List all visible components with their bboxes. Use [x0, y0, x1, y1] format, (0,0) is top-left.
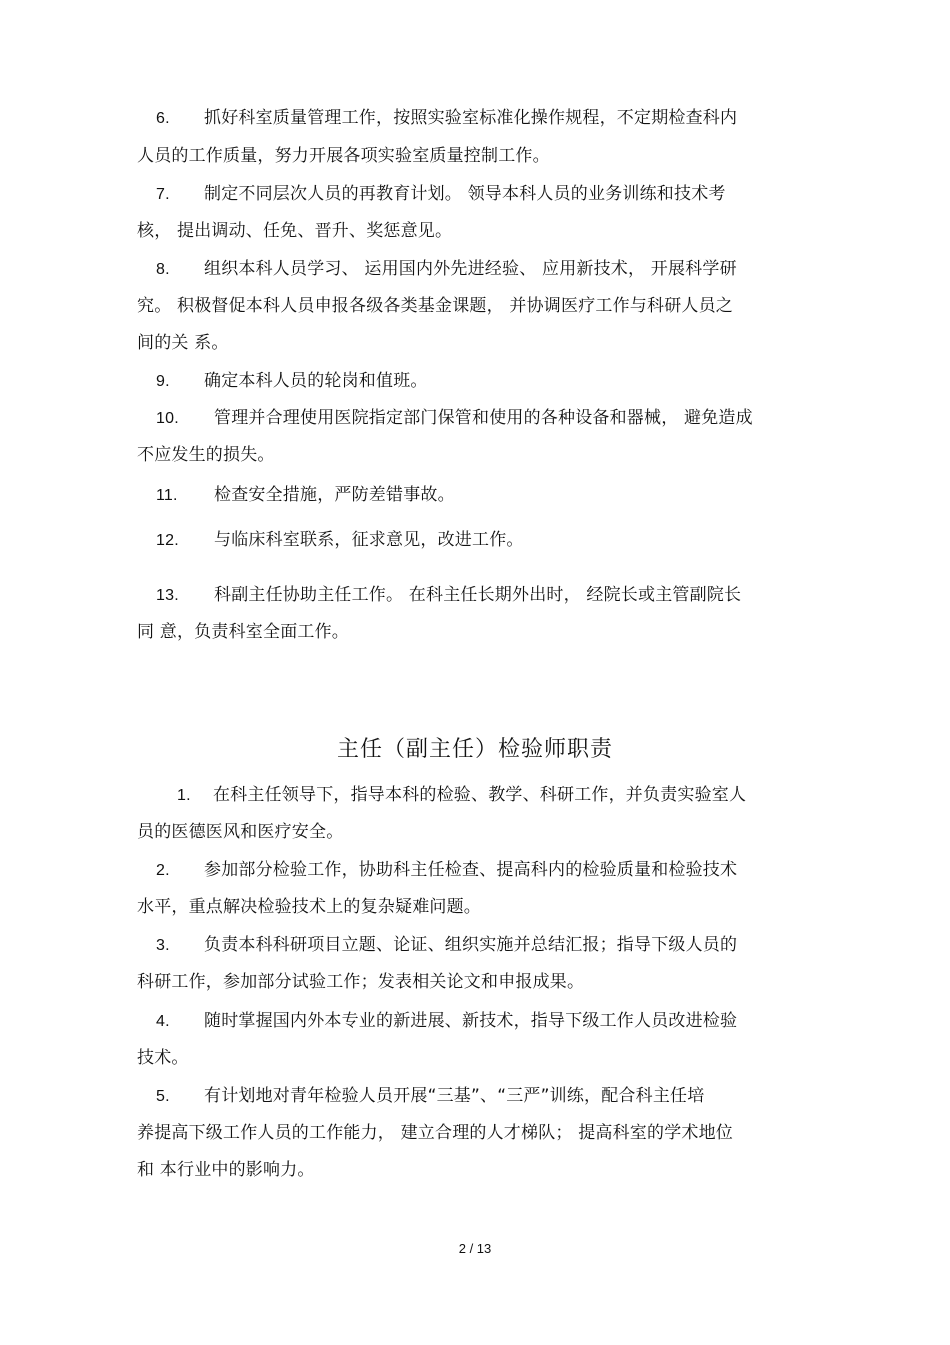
list-item	[137, 370, 428, 393]
item-number: 3.	[156, 937, 170, 954]
item-text: 随时掌握国内外本专业的新进展、新技术，指导下级工作人员改进检验	[204, 1011, 738, 1031]
item-number: 4.	[156, 1013, 170, 1030]
list-item	[137, 584, 741, 607]
item-text-continued: 不应发生的损失。	[137, 445, 275, 465]
list-item	[137, 407, 753, 430]
item-text: 在科主任领导下，指导本科的检验、教学、科研工作，并负责实验室人	[213, 785, 747, 805]
item-text: 组织本科人员学习、 运用国内外先进经验、 应用新技术， 开展科学研	[204, 259, 737, 279]
item-text: 与临床科室联系，征求意见，改进工作。	[214, 530, 524, 550]
item-number: 6.	[156, 110, 170, 127]
list-item	[137, 484, 455, 507]
item-text-continued: 人员的工作质量，努力开展各项实验室质量控制工作。	[137, 146, 550, 166]
item-number: 10.	[156, 410, 179, 427]
list-item	[137, 183, 726, 206]
list-item	[137, 258, 737, 281]
list-item	[137, 784, 746, 807]
item-text: 负责本科科研项目立题、论证、组织实施并总结汇报；指导下级人员的	[204, 935, 738, 955]
item-number: 11.	[156, 487, 178, 504]
item-text-continued: 间的关 系。	[137, 333, 229, 353]
item-number: 8.	[156, 261, 170, 278]
list-item	[137, 107, 737, 130]
item-text: 有计划地对青年检验人员开展“三基”、“三严”训练，配合科主任培	[204, 1086, 705, 1106]
item-number: 1.	[177, 787, 191, 804]
page-number: 2 / 13	[458, 1241, 492, 1256]
section-title: 主任（副主任）检验师职责	[336, 737, 613, 762]
list-item	[137, 859, 737, 882]
item-text-continued: 同 意，负责科室全面工作。	[137, 622, 350, 642]
list-item	[137, 529, 524, 552]
item-text-continued: 养提高下级工作人员的工作能力， 建立合理的人才梯队； 提高科室的学术地位	[137, 1123, 734, 1143]
item-number: 12.	[156, 532, 179, 549]
item-text: 管理并合理使用医院指定部门保管和使用的各种设备和器械， 避免造成	[214, 408, 753, 428]
item-number: 5.	[156, 1088, 170, 1105]
item-text-continued: 技术。	[137, 1048, 189, 1068]
item-number: 9.	[156, 373, 170, 390]
list-item	[137, 1085, 704, 1108]
item-text-continued: 科研工作，参加部分试验工作；发表相关论文和申报成果。	[137, 972, 585, 992]
item-text: 抓好科室质量管理工作，按照实验室标准化操作规程，不定期检查科内	[204, 108, 738, 128]
item-text-continued: 水平，重点解决检验技术上的复杂疑难问题。	[137, 897, 481, 917]
item-text-continued: 核， 提出调动、任免、晋升、奖惩意见。	[137, 221, 453, 241]
item-number: 13.	[156, 587, 179, 604]
item-text: 科副主任协助主任工作。 在科主任长期外出时， 经院长或主管副院长	[214, 585, 742, 605]
item-text: 确定本科人员的轮岗和值班。	[204, 371, 428, 391]
item-text: 检查安全措施，严防差错事故。	[214, 485, 455, 505]
item-text: 参加部分检验工作，协助科主任检查、提高科内的检验质量和检验技术	[204, 860, 738, 880]
list-item	[137, 934, 737, 957]
list-item	[137, 1010, 737, 1033]
item-text-continued: 员的医德医风和医疗安全。	[137, 822, 344, 842]
item-number: 7.	[156, 186, 170, 203]
item-text-continued: 究。 积极督促本科人员申报各级各类基金课题， 并协调医疗工作与科研人员之	[137, 296, 734, 316]
item-number: 2.	[156, 862, 170, 879]
item-text-continued: 和 本行业中的影响力。	[137, 1160, 315, 1180]
item-text: 制定不同层次人员的再教育计划。 领导本科人员的业务训练和技术考	[204, 184, 726, 204]
